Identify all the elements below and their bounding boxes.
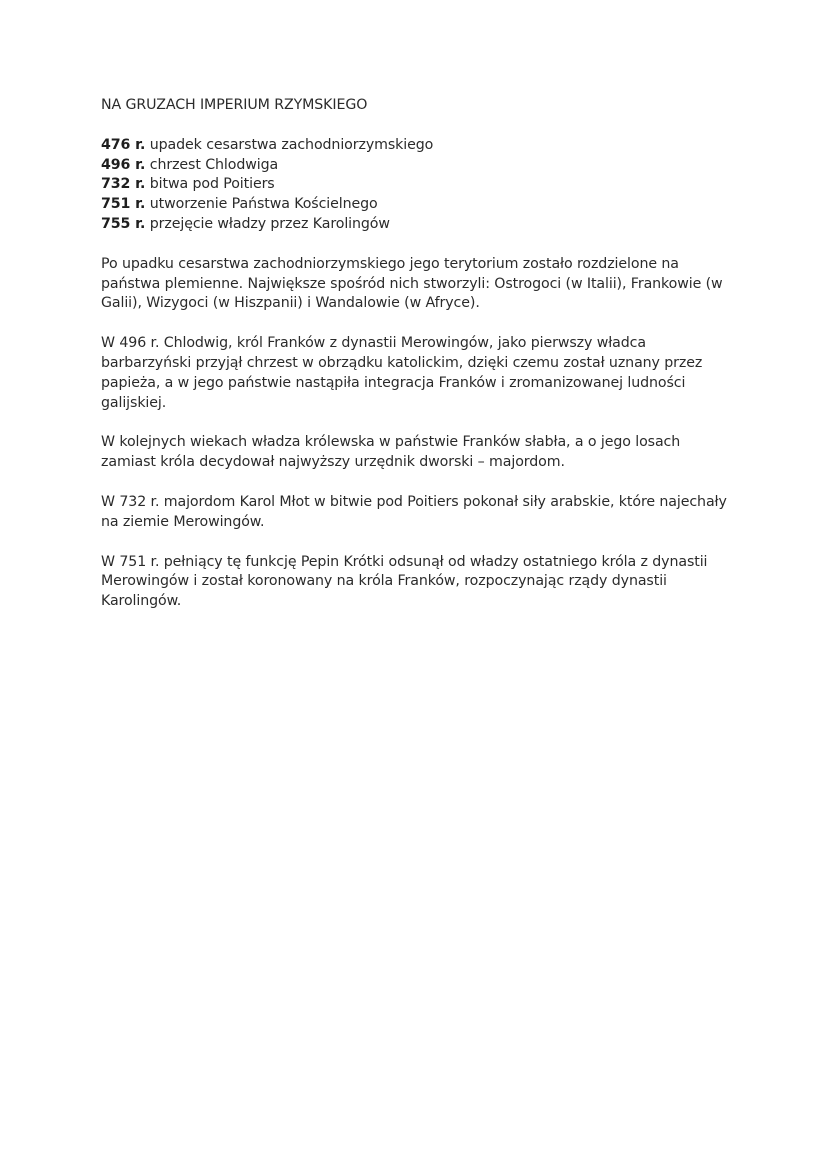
timeline-event: utworzenie Państwa Kościelnego <box>149 196 378 213</box>
timeline-item-751 <box>101 195 731 215</box>
timeline-item-496 <box>101 156 731 176</box>
timeline-event: przejęcie władzy przez Karolingów <box>149 215 390 232</box>
timeline-year: 496 r. <box>101 156 146 173</box>
document-title: NA GRUZACH IMPERIUM RZYMSKIEGO <box>101 97 368 113</box>
timeline-year: 732 r. <box>101 176 146 193</box>
timeline-year: 751 r. <box>101 196 146 213</box>
timeline-event: bitwa pod Poitiers <box>149 176 275 193</box>
timeline-event: upadek cesarstwa zachodniorzymskiego <box>149 136 434 153</box>
paragraph-majordom: W kolejnych wiekach władza królewska w państwie Franków słabła, a o jego losach zamiast króla decydował najwyższy urzędnik dworski – majordom. <box>101 434 681 471</box>
timeline-event: chrzest Chlodwiga <box>149 156 279 173</box>
timeline-item-732 <box>101 175 731 195</box>
timeline-year: 755 r. <box>101 215 146 232</box>
paragraph-pepin: W 751 r. pełniący tę funkcję Pepin Krótki odsunął od władzy ostatniego króla z dynastii Merowingów i został koronowany na króla Franków, rozpoczynając rządy dynastii Karolingów. <box>101 553 708 610</box>
paragraph-tribal-states: Po upadku cesarstwa zachodniorzymskiego jego terytorium zostało rozdzielone na państwa plemienne. Największe spośród nich stworzyli: Ostrogoci (w Italii), Frankowie (w Galii), Wizygoci (w Hiszpanii) i Wandalowie (w Afryce). <box>101 255 723 312</box>
paragraph-chlodwig-baptism: W 496 r. Chlodwig, król Franków z dynastii Merowingów, jako pierwszy władca barbarzyński przyjął chrzest w obrządku katolickim, dzięki czemu został uznany przez papieża, a w jego państwie nastąpiła integracja Franków i zromanizowanej ludności galijskiej. <box>101 335 703 411</box>
timeline-item-476 <box>101 136 731 156</box>
paragraph-poitiers: W 732 r. majordom Karol Młot w bitwie pod Poitiers pokonał siły arabskie, które najechały na ziemie Merowingów. <box>101 493 727 530</box>
timeline-year: 476 r. <box>101 136 146 153</box>
timeline-item-755 <box>101 215 731 235</box>
document-body <box>101 96 731 632</box>
timeline-list <box>101 136 731 235</box>
